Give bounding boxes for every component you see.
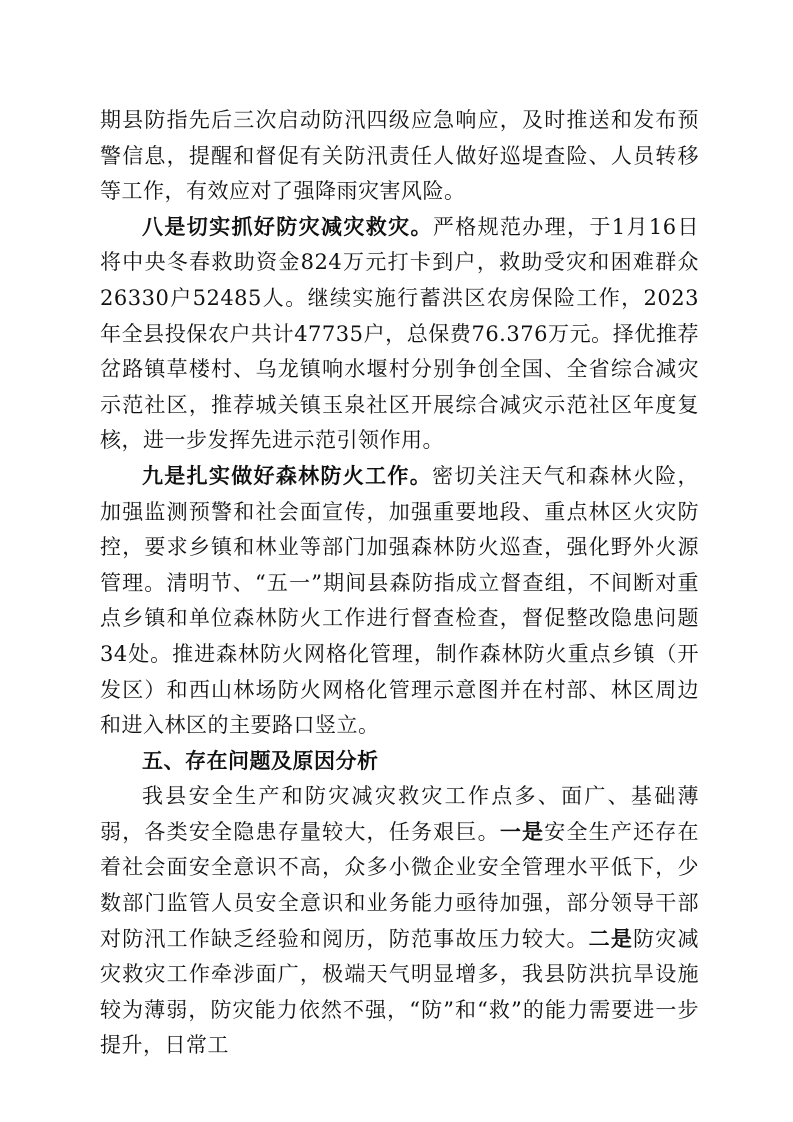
paragraph-lead-heading: 二是 (588, 926, 634, 951)
paragraph-text: 期县防指先后三次启动防汛四级应急响应，及时推送和发布预警信息，提醒和督促有关防汛责任人做好巡堤查险、人员转移等工作，有效应对了强降雨灾害风险。 (100, 108, 699, 204)
paragraph-problems (100, 779, 699, 1064)
paragraph-disaster-relief (100, 210, 699, 459)
paragraph-flood-response (100, 103, 699, 210)
paragraph-text: 我县安全生产和防灾减灾救灾工作点多、面广、基础薄弱，各类安全隐患存量较大，任务艰巨。 (100, 784, 699, 844)
paragraph-lead-heading: 八是切实抓好防灾减灾救灾。 (142, 214, 433, 239)
paragraph-text: 防灾减灾救灾工作牵涉面广，极端天气明显增多，我县防洪抗旱设施较为薄弱，防灾能力依然不强，“防”和“救”的能力需要进一步提升，日常工 (100, 926, 700, 1058)
section-heading: 五、存在问题及原因分析 (142, 748, 379, 773)
paragraph-lead-heading: 九是扎实做好森林防火工作。 (142, 463, 433, 488)
paragraph-text: 密切关注天气和森林火险，加强监测预警和社会面宣传，加强重要地段、重点林区火灾防控，要求乡镇和林业等部门加强森林防火巡查，强化野外火源管理。清明节、“五一”期间县森防指成立督查组，不间断对重点乡镇和单位森林防火工作进行督查检查，督促整改隐患问题34处。推进森林防火网格化管理，制作森林防火重点乡镇（开发区）和西山林场防火网格化管理示意图并在村部、林区周边和进入林区的主要路口竖立。 (100, 463, 699, 738)
paragraph-text: 严格规范办理，于1月16日将中央冬春救助资金824万元打卡到户，救助受灾和困难群众26330户52485人。继续实施行蓄洪区农房保险工作，2023年全县投保农户共计47735户，总保费76.376万元。择优推荐岔路镇草楼村、乌龙镇响水堰村分别争创全国、全省综合减灾示范社区，推荐城关镇玉泉社区开展综合减灾示范社区年度复核，进一步发挥先进示范引领作用。 (100, 214, 699, 453)
paragraph-text: 安全生产还存在着社会面安全意识不高，众多小微企业安全管理水平低下，少数部门监管人员安全意识和业务能力亟待加强，部分领导干部对防汛工作缺乏经验和阅历，防范事故压力较大。 (100, 819, 700, 951)
paragraph-lead-heading: 一是 (499, 819, 545, 844)
paragraph-forest-fire (100, 459, 699, 744)
